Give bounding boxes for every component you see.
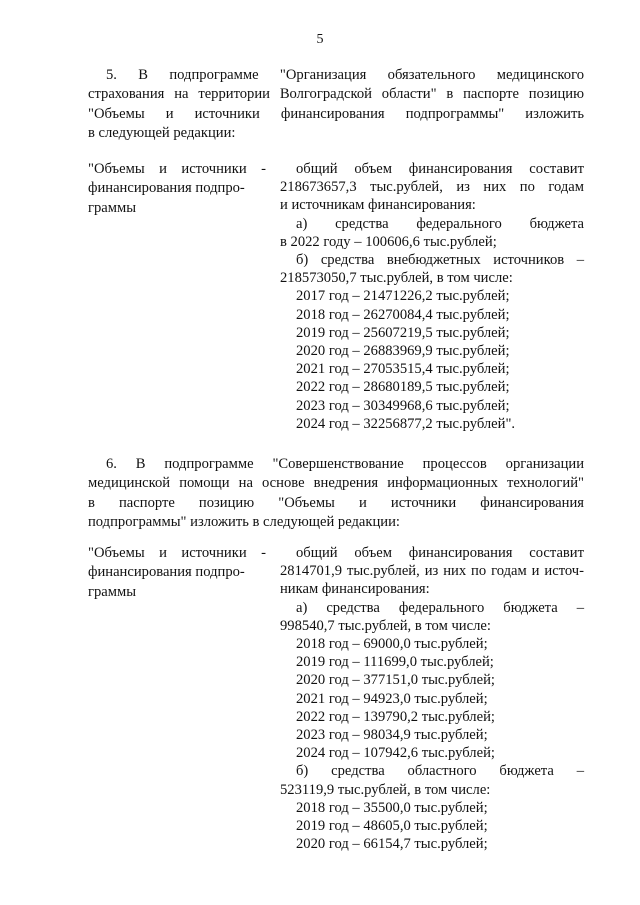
section5-value-line: в 2022 году – 100606,6 тыс.рублей; [280, 233, 497, 250]
section6-intro-line: медицинской помощи на основе внедрения информационных технологий" [88, 475, 584, 492]
section6-value-line: 2020 год – 66154,7 тыс.рублей; [296, 836, 488, 853]
section5-value-line: и источникам финансирования: [280, 197, 476, 214]
section5-intro-line: в следующей редакции: [88, 124, 236, 141]
section5-value-line: 218673657,3 тыс.рублей, из них по годам [280, 179, 584, 196]
section6-label [88, 544, 266, 602]
section6-label-line: граммы [88, 583, 137, 600]
section6-label-line: финансирования подпро- [88, 564, 245, 581]
section6-value-line: никам финансирования: [280, 581, 430, 598]
section6-value-line: а) средства федерального бюджета – [296, 599, 584, 616]
section6-value-line: 2019 год – 111699,0 тыс.рублей; [296, 654, 494, 671]
section5-intro-line: "Объемы и источники финансирования подпрограммы" изложить [88, 105, 584, 122]
section5-intro-line: страхования на территории Волгоградской области" в паспорте позицию [88, 86, 584, 103]
section6-value-line: 2019 год – 48605,0 тыс.рублей; [296, 818, 488, 835]
section5-value [280, 160, 584, 433]
section6-intro-line: подпрограммы" изложить в следующей редакции: [88, 513, 400, 530]
section6-value-line: 523119,9 тыс.рублей, в том числе: [280, 781, 491, 798]
section6-value-line: 2814701,9 тыс.рублей, из них по годам и источ- [280, 563, 584, 580]
section5-label-line: граммы [88, 199, 137, 216]
section5-value-line: 2019 год – 25607219,5 тыс.рублей; [296, 324, 510, 341]
section5-label-line: "Объемы и источники - [88, 161, 266, 177]
section6-value-line: 2024 год – 107942,6 тыс.рублей; [296, 745, 495, 762]
section5-value-line: 2018 год – 26270084,4 тыс.рублей; [296, 306, 510, 323]
section5-value-line: 2023 год – 30349968,6 тыс.рублей; [296, 397, 510, 414]
section6-value-line: 2022 год – 139790,2 тыс.рублей; [296, 708, 495, 725]
section6-intro-line: в паспорте позицию "Объемы и источники финансирования [88, 494, 584, 511]
section5-value-line: 2024 год – 32256877,2 тыс.рублей". [296, 415, 516, 432]
section5-value-line: 218573050,7 тыс.рублей, в том числе: [280, 270, 513, 287]
section6-value-line: 2021 год – 94923,0 тыс.рублей; [296, 690, 488, 707]
section6-value-line: 998540,7 тыс.рублей, в том числе: [280, 617, 491, 634]
section6-value [280, 544, 584, 853]
section6-value-line: 2020 год – 377151,0 тыс.рублей; [296, 672, 495, 689]
section5-label [88, 160, 266, 218]
section6-intro-line: 6. В подпрограмме "Совершенствование процессов организации [106, 456, 584, 472]
section5-value-line: 2017 год – 21471226,2 тыс.рублей; [296, 288, 510, 305]
section5-value-line: б) средства внебюджетных источников – [296, 252, 584, 269]
section5-intro-line: 5. В подпрограмме "Организация обязательного медицинского [106, 67, 584, 83]
section6-value-line: б) средства областного бюджета – [296, 763, 584, 780]
section6-label-line: "Объемы и источники - [88, 545, 266, 561]
section5-value-line: 2021 год – 27053515,4 тыс.рублей; [296, 361, 510, 378]
section6-intro [88, 455, 584, 532]
section6-value-line: 2023 год – 98034,9 тыс.рублей; [296, 727, 488, 744]
section5-value-line: 2022 год – 28680189,5 тыс.рублей; [296, 379, 510, 396]
section6-value-line: общий объем финансирования составит [296, 545, 584, 561]
section5-value-line: а) средства федерального бюджета [296, 215, 584, 232]
page-number: 5 [316, 32, 324, 47]
section6-value-line: 2018 год – 35500,0 тыс.рублей; [296, 799, 488, 816]
section5-value-line: 2020 год – 26883969,9 тыс.рублей; [296, 343, 510, 360]
section5-label-line: финансирования подпро- [88, 180, 245, 197]
section6-value-line: 2018 год – 69000,0 тыс.рублей; [296, 636, 488, 653]
section5-value-line: общий объем финансирования составит [296, 161, 584, 177]
section5-intro [88, 66, 584, 143]
